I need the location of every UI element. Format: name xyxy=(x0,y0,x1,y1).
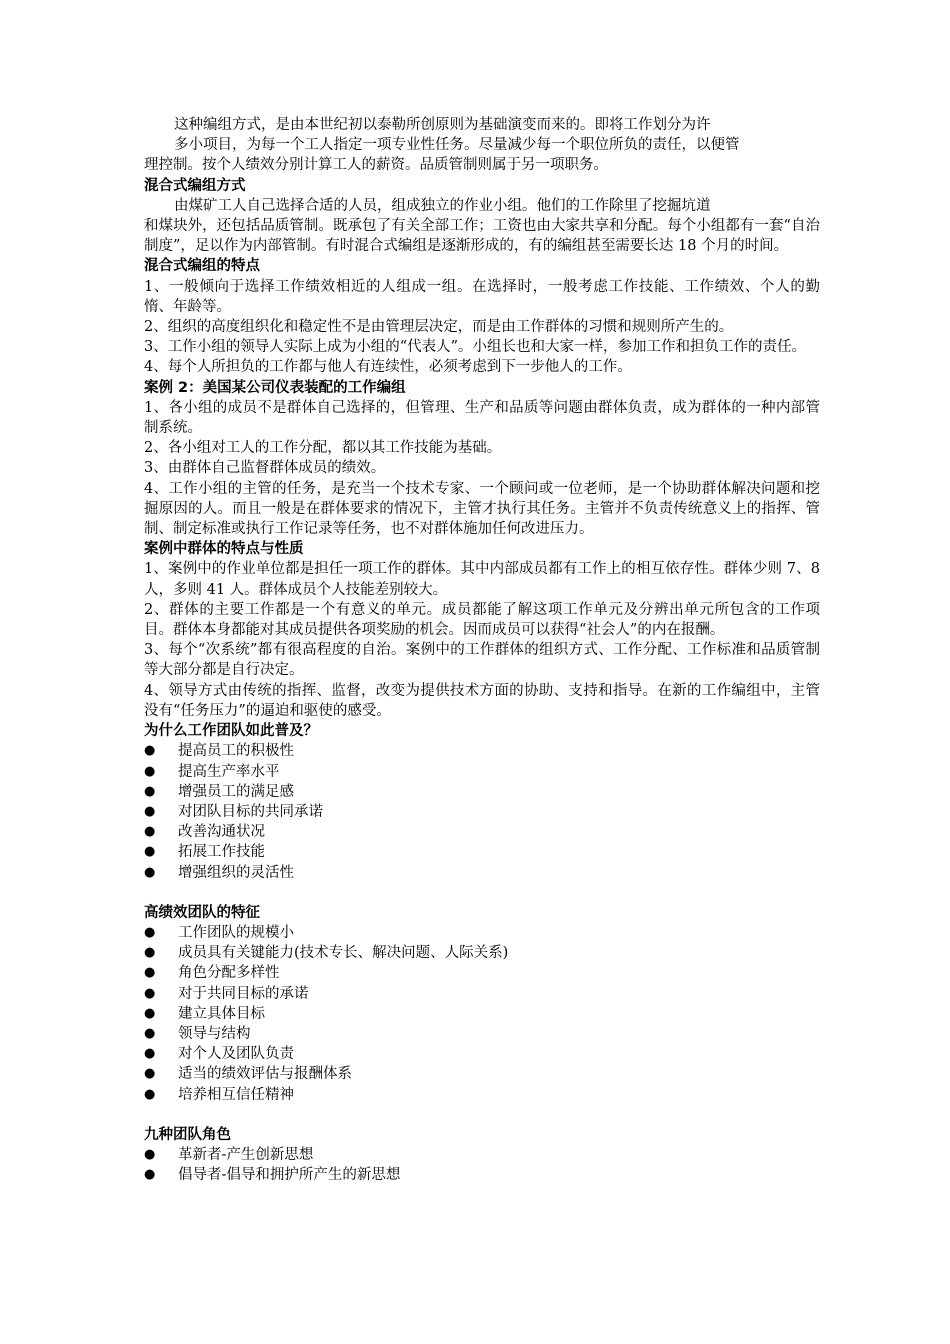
numbered-item: 3、工作小组的领导人实际上成为小组的“代表人”。小组长也和大家一样，参加工作和担负工作的责任。 xyxy=(144,339,807,356)
bullet-item: ● 对个人及团队负责 xyxy=(144,1044,820,1064)
bullet-item: ● 改善沟通状况 xyxy=(144,822,820,842)
document-page xyxy=(144,115,820,1185)
numbered-item: 4、每个人所担负的工作都与他人有连续性，必须考虑到下一步他人的工作。 xyxy=(144,359,632,376)
bullet-item: ● 对团队目标的共同承诺 xyxy=(144,802,820,822)
numbered-item: 2、各小组对工人的工作分配，都以其工作技能为基础。 xyxy=(144,440,502,457)
bullet-item: ● 拓展工作技能 xyxy=(144,842,820,862)
intro-paragraph-cont: 多小项目，为每一个工人指定一项专业性任务。尽量减少每一个职位所负的责任，以便管 xyxy=(174,137,740,154)
bullet-list-why-teams xyxy=(144,741,820,882)
bullet-item: ● 建立具体目标 xyxy=(144,1004,820,1024)
intro-paragraph: 这种编组方式，是由本世纪初以泰勒所创原则为基础演变而来的。即将工作划分为许 xyxy=(174,117,711,133)
bullet-item: ● 工作团队的规模小 xyxy=(144,923,820,943)
bullet-list-high-perf xyxy=(144,923,820,1105)
spacer xyxy=(144,883,820,903)
numbered-item: 3、由群体自己监督群体成员的绩效。 xyxy=(144,460,386,477)
numbered-item: 2、群体的主要工作都是一个有意义的单元。成员都能了解这项工作单元及分辨出单元所包含的工作项目。群体本身都能对其成员提供各项奖励的机会。因而成员可以获得“社会人”的内在报酬。 xyxy=(144,601,820,639)
numbered-item: 1、各小组的成员不是群体自己选择的，但管理、生产和品质等问题由群体负责，成为群体的一种内部管制系统。 xyxy=(144,399,820,437)
bullet-item: ● 领导与结构 xyxy=(144,1024,820,1044)
mixed-paragraph: 由煤矿工人自己选择合适的人员，组成独立的作业小组。他们的工作除里了挖掘坑道 xyxy=(174,197,711,214)
section-heading-why-teams: 为什么工作团队如此普及？ xyxy=(144,723,318,740)
bullet-item: ● 倡导者-倡导和拥护所产生的新思想 xyxy=(144,1165,820,1185)
numbered-item: 4、工作小组的主管的任务，是充当一个技术专家、一个顾问或一位老师，是一个协助群体解决问题和挖掘原因的人。而且一般是在群体要求的情况下，主管才执行其任务。主管并不负责传统意义上的指挥、管制、制定标准或执行工作记录等任务，也不对群体施加任何改进压力。 xyxy=(144,480,820,538)
section-heading-case-features: 案例中群体的特点与性质 xyxy=(144,541,304,558)
section-heading-mixed: 混合式编组方式 xyxy=(144,177,246,194)
bullet-item: ● 革新者-产生创新思想 xyxy=(144,1145,820,1165)
bullet-item: ● 提高员工的积极性 xyxy=(144,741,820,761)
bullet-item: ● 增强员工的满足感 xyxy=(144,782,820,802)
section-heading-mixed-features: 混合式编组的特点 xyxy=(144,258,260,275)
mixed-paragraph-cont: 和煤块外，还包括品质管制。既承包了有关全部工作；工资也由大家共享和分配。每个小组都有一套“自治制度”，足以作为内部管制。有时混合式编组是逐渐形成的，有的编组甚至需要长达 18 个月的时间。 xyxy=(144,218,820,255)
bullet-item: ● 对于共同目标的承诺 xyxy=(144,984,820,1004)
bullet-item: ● 培养相互信任精神 xyxy=(144,1085,820,1105)
numbered-item: 4、领导方式由传统的指挥、监督，改变为提供技术方面的协助、支持和指导。在新的工作编组中，主管没有“任务压力”的逼迫和驱使的感受。 xyxy=(144,682,820,719)
spacer xyxy=(144,1105,820,1125)
bullet-item: ● 角色分配多样性 xyxy=(144,963,820,983)
bullet-item: ● 增强组织的灵活性 xyxy=(144,863,820,883)
numbered-item: 3、每个“次系统”都有很高程度的自治。案例中的工作群体的组织方式、工作分配、工作标准和品质管制等大部分都是自行决定。 xyxy=(144,642,820,679)
bullet-item: ● 提高生产率水平 xyxy=(144,762,820,782)
section-heading-high-perf: 高绩效团队的特征 xyxy=(144,904,260,921)
section-heading-nine-roles: 九种团队角色 xyxy=(144,1126,231,1143)
section-heading-case2: 案例 2：美国某公司仪表装配的工作编组 xyxy=(144,379,406,396)
bullet-item: ● 适当的绩效评估与报酬体系 xyxy=(144,1064,820,1084)
numbered-item: 1、案例中的作业单位都是担任一项工作的群体。其中内部成员都有工作上的相互依存性。群体少则 7、8 人，多则 41 人。群体成员个人技能差别较大。 xyxy=(144,561,820,598)
numbered-item: 2、组织的高度组织化和稳定性不是由管理层决定，而是由工作群体的习惯和规则所产生的。 xyxy=(144,319,734,336)
bullet-list-nine-roles xyxy=(144,1145,820,1185)
bullet-item: ● 成员具有关键能力(技术专长、解决问题、人际关系) xyxy=(144,943,820,963)
intro-paragraph-end: 理控制。按个人绩效分别计算工人的薪资。品质管制则属于另一项职务。 xyxy=(144,157,608,174)
numbered-item: 1、一般倾向于选择工作绩效相近的人组成一组。在选择时，一般考虑工作技能、工作绩效、个人的勤惰、年龄等。 xyxy=(144,278,820,315)
